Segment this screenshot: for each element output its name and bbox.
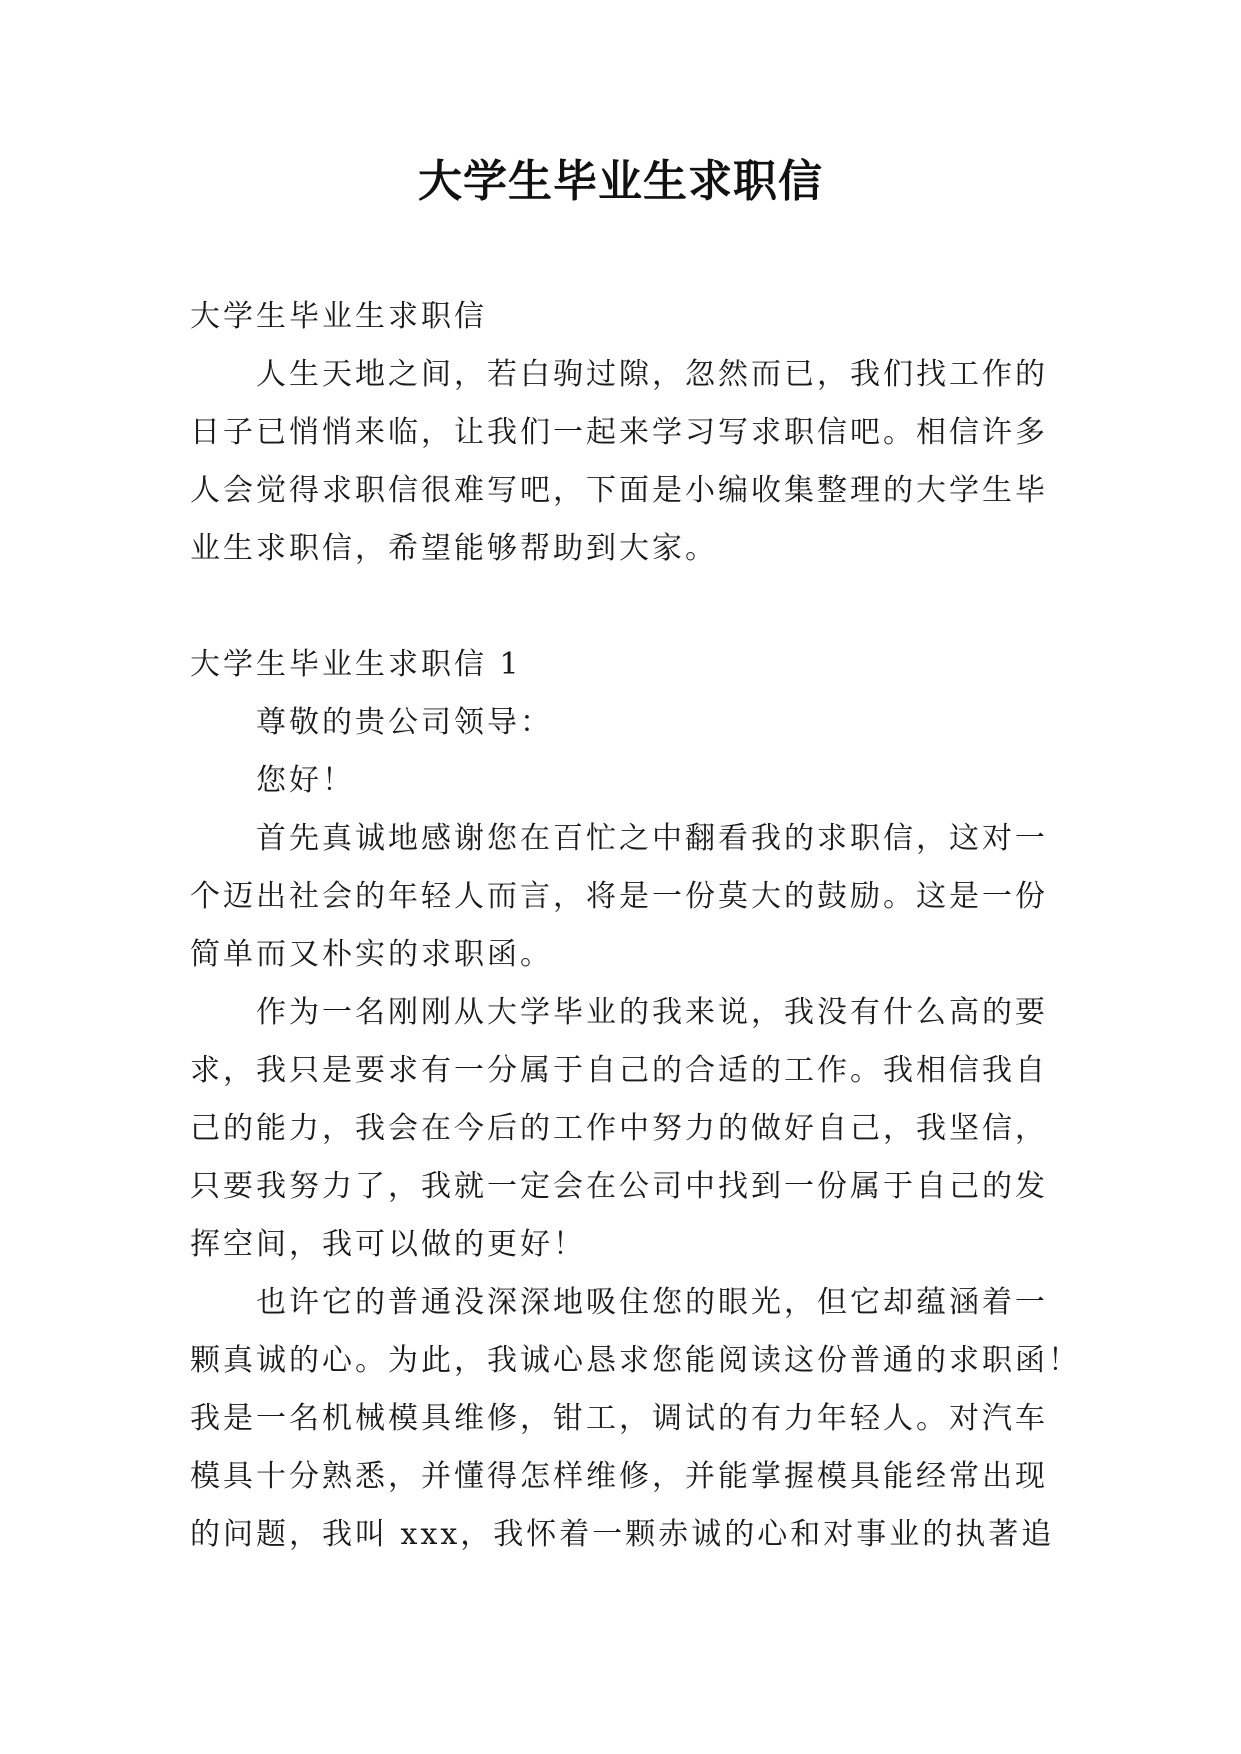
paragraph-line: 作为一名刚刚从大学毕业的我来说，我没有什么高的要 xyxy=(256,995,1048,1030)
paragraph-line: 挥空间，我可以做的更好！ xyxy=(190,1227,586,1262)
paragraph-line: 求，我只是要求有一分属于自己的合适的工作。我相信我自 xyxy=(190,1053,1048,1088)
paragraph-line: 也许它的普通没深深地吸住您的眼光，但它却蕴涵着一 xyxy=(256,1285,1048,1320)
salutation: 尊敬的贵公司领导： xyxy=(256,705,553,740)
intro-line: 日子已悄悄来临，让我们一起来学习写求职信吧。相信许多 xyxy=(190,415,1048,450)
intro-line: 人会觉得求职信很难写吧，下面是小编收集整理的大学生毕 xyxy=(190,473,1048,508)
greeting: 您好！ xyxy=(256,763,355,798)
page-title: 大学生毕业生求职信 xyxy=(418,156,823,207)
section-subtitle: 大学生毕业生求职信 xyxy=(190,299,487,334)
paragraph-line: 首先真诚地感谢您在百忙之中翻看我的求职信，这对一 xyxy=(256,821,1048,856)
blank-line xyxy=(190,578,1060,636)
intro-line: 业生求职信，希望能够帮助到大家。 xyxy=(190,531,718,566)
paragraph-line: 只要我努力了，我就一定会在公司中找到一份属于自己的发 xyxy=(190,1169,1048,1204)
intro-line: 人生天地之间，若白驹过隙，忽然而已，我们找工作的 xyxy=(256,357,1048,392)
letter-heading: 大学生毕业生求职信 1 xyxy=(190,647,522,682)
paragraph-line: 颗真诚的心。为此，我诚心恳求您能阅读这份普通的求职函！ xyxy=(190,1343,1081,1378)
paragraph-line: 模具十分熟悉，并懂得怎样维修，并能掌握模具能经常出现 xyxy=(190,1459,1048,1494)
paragraph-line: 己的能力，我会在今后的工作中努力的做好自己，我坚信， xyxy=(190,1111,1048,1146)
paragraph-line: 简单而又朴实的求职函。 xyxy=(190,937,553,972)
paragraph-line: 的问题，我叫 xxx，我怀着一颗赤诚的心和对事业的执著追 xyxy=(190,1517,1055,1552)
document-body xyxy=(190,288,1081,1564)
paragraph-line: 个迈出社会的年轻人而言，将是一份莫大的鼓励。这是一份 xyxy=(190,879,1048,914)
paragraph-line: 我是一名机械模具维修，钳工，调试的有力年轻人。对汽车 xyxy=(190,1401,1048,1436)
